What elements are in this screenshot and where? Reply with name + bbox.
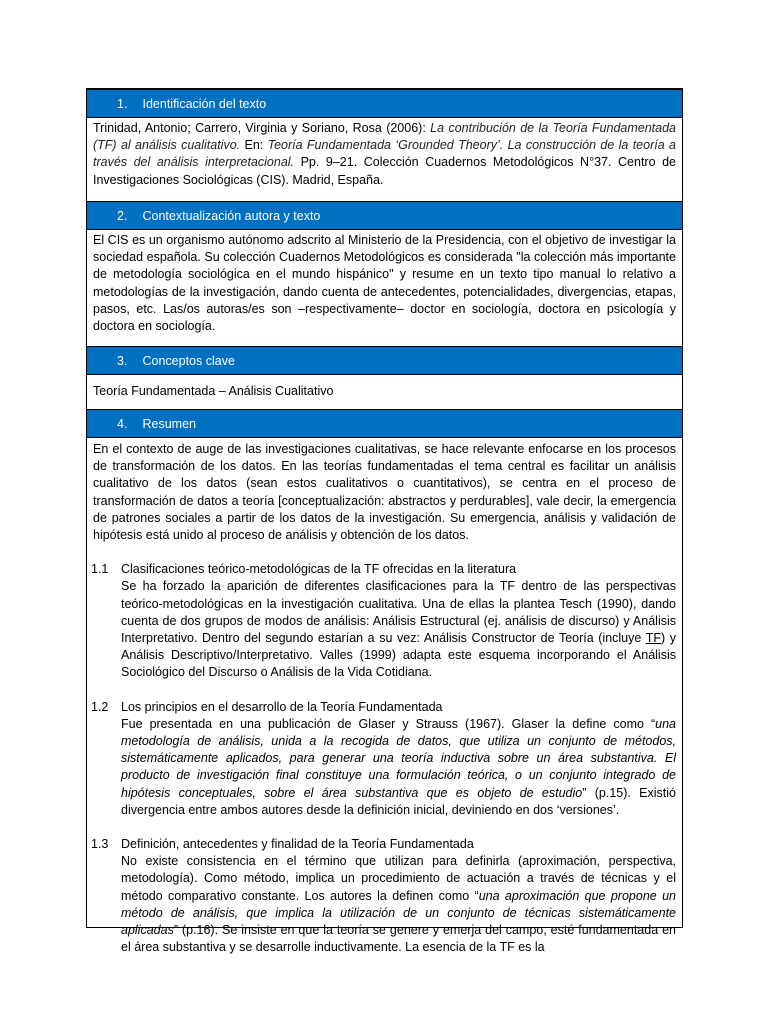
subsection-title: Clasificaciones teórico-metodológicas de la TF ofrecidas en la literatura (121, 562, 517, 577)
summary-cell (93, 441, 676, 956)
context-text: El CIS es un organismo autónomo adscrito al Ministerio de la Presidencia, con el objetivo de investigar la sociedad española. Su colección Cuadernos Metodológicos es considerada "la colección más importante de metodología sociológica en el mundo hispánico" y resume en un texto tipo manual lo relativo a metodologías de la investigación, dando cuenta de antecedentes, potencialidades, divergencias, etapas, pasos, etc. Las/os autoras/es son –respectivamente– doctor en sociología, doctora en psicología y doctora en sociología. (93, 233, 676, 334)
subsection-title: Los principios en el desarrollo de la Teoría Fundamentada (121, 699, 443, 714)
citation-rest: Pp. 9–21. Colección Cuadernos Metodológicos N°37. Centro de Investigaciones Sociológicas (CIS). Madrid, España. (93, 155, 676, 187)
subsection-1-2 (93, 699, 676, 819)
subsection-1-1 (93, 561, 676, 681)
subsection-title: Definición, antecedentes y finalidad de la Teoría Fundamentada (121, 837, 474, 852)
section-title: Contextualización autora y texto (142, 209, 321, 223)
citation-authors: Trinidad, Antonio; Carrero, Virginia y Soriano, Rosa (2006): (93, 121, 431, 135)
subsection-number: 1.3 (91, 837, 109, 852)
section-header-1 (87, 89, 682, 118)
tf-underlined: TF (645, 631, 661, 646)
subsection-text: ) y Análisis Descriptivo/Interpretativo. Valles (1999) adapta este esquema incorporando el Análisis Sociológico del Discurso o Análisis de la Vida Cotidiana. (121, 631, 676, 680)
section-header-3 (87, 346, 682, 375)
section-number: 1. (117, 97, 128, 111)
citation-title: La contribución de la Teoría Fundamentada (TF) al análisis cualitativo. (93, 121, 677, 153)
subsection-1-3 (93, 836, 676, 956)
identification-cell (93, 120, 676, 189)
section-number: 2. (117, 209, 128, 223)
section-title: Identificación del texto (142, 97, 267, 111)
citation-en: En: (240, 138, 268, 153)
concepts-text: Teoría Fundamentada – Análisis Cualitativo (93, 384, 334, 398)
section-number: 3. (117, 354, 128, 368)
summary-intro: En el contexto de auge de las investigaciones cualitativas, se hace relevante enfocarse en los procesos de transformación de los datos. En las teorías fundamentadas el tema central es facilitar un análisis cualitativo de los datos (sean estos cualitativos o cuantitativos), se centra en el proceso de transformación de datos a teoría [conceptualización: abstractos y perdurables], vale decir, la emergencia de patrones sociales a partir de los datos de la investigación. Su emergencia, análisis y validación de hipótesis está unido al proceso de análisis y obtención de los datos. (93, 442, 676, 543)
subsection-text: Fue presentada en una publicación de Glaser y Strauss (1967). Glaser la define como “ (121, 716, 656, 731)
subsection-text: Se ha forzado la aparición de diferentes clasificaciones para la TF dentro de las perspectivas teórico-metodológicas en la investigación cualitativa. Una de ellas la plantea Tesch (1990), dando cuenta de dos grupos de modos de análisis: Análisis Estructural (ej. análisis de discurso) y Análisis Interpretativo. Dentro del segundo estarían a su vez: Análisis Constructor de Teoría (incluye (121, 579, 676, 646)
subsection-text: No existe consistencia en el término que utilizan para definirla (aproximación, perspectiva, metodología). Como método, implica un procedimiento de actuación a través de técnicas y el método comparativo constante. Los autores la definen como “ (121, 854, 676, 903)
section-header-4 (87, 409, 682, 438)
section-header-2 (87, 201, 682, 230)
section-title: Conceptos clave (142, 354, 235, 368)
citation-book: Teoría Fundamentada ‘Grounded Theory’. La construcción de la teoría a través del análisis interpretacional. (93, 138, 676, 170)
subsection-number: 1.2 (91, 699, 109, 714)
section-number: 4. (117, 417, 128, 431)
glaser-quote: una metodología de análisis, unida a la recogida de datos, que utiliza un conjunto de métodos, sistemáticamente aplicados, para generar una teoría inductiva sobre un área substantiva. El producto de investigación final constituye una formulación teórica, o un conjunto integrado de hipótesis conceptuales, sobre el área substantiva que es objeto de estudio (121, 716, 676, 800)
subsection-text: ” (p.15). Existió divergencia entre ambos autores desde la definición inicial, deviniendo en dos ‘versiones’. (121, 785, 676, 817)
document-table (86, 88, 683, 955)
subsection-text: ” (p.16). Se insiste en que la teoría se genere y emerja del campo, esté fundamentada en el área substantiva y se desarrolle inductivamente. La esencia de la TF es la (121, 923, 676, 955)
section-title: Resumen (142, 417, 196, 431)
concepts-cell (93, 383, 676, 400)
definition-quote: una aproximación que propone un método de análisis, que implica la utilización de un conjunto de técnicas sistemáticamente aplicadas (121, 888, 676, 938)
subsection-number: 1.1 (91, 562, 109, 577)
context-cell (93, 232, 676, 335)
